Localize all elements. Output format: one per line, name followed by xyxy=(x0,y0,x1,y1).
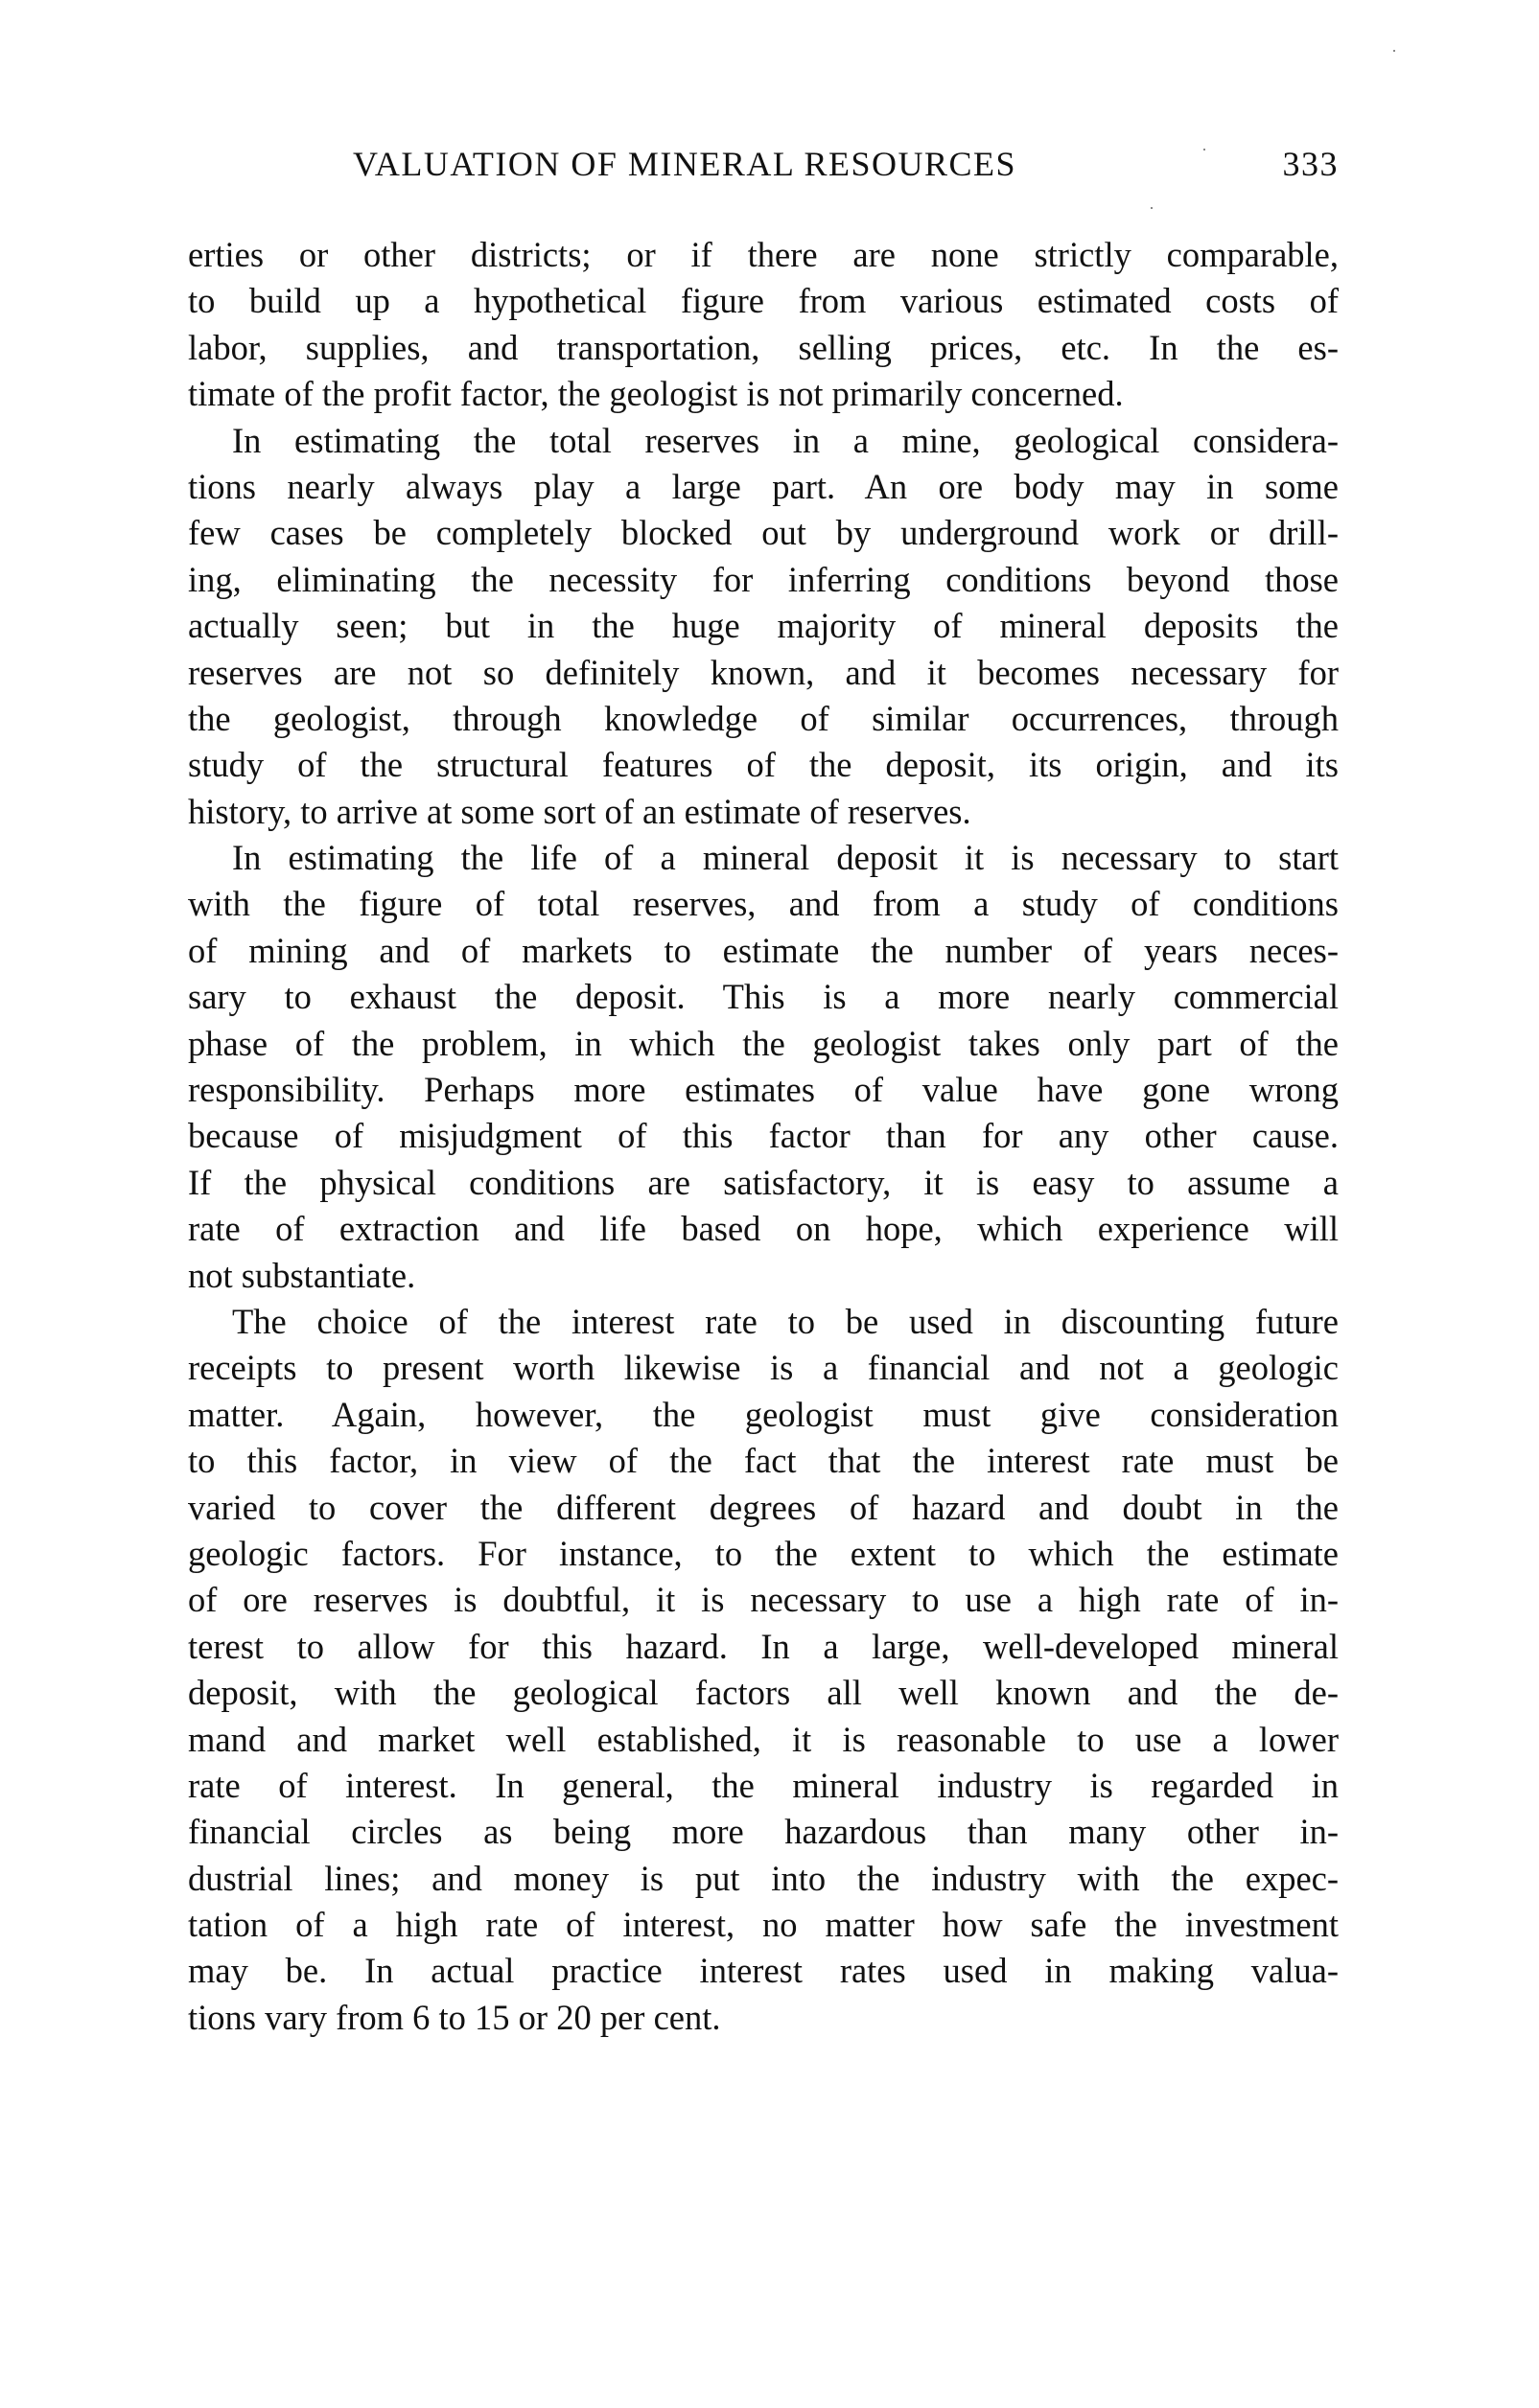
text-line: geologic factors. For instance, to the extent to which the estimate xyxy=(188,1533,1339,1573)
text-line: erties or other districts; or if there are none strictly comparable, xyxy=(188,235,1339,274)
text-line: ing, eliminating the necessity for inferring conditions beyond those xyxy=(188,559,1339,599)
text-line: labor, supplies, and transportation, selling prices, etc. In the es- xyxy=(188,327,1339,367)
text-line: In estimating the life of a mineral deposit it is necessary to start xyxy=(232,838,1339,878)
text-line: few cases be completely blocked out by underground work or drill- xyxy=(188,513,1339,553)
text-line: because of misjudgment of this factor than for any other cause. xyxy=(188,1116,1339,1156)
text-line: timate of the profit factor, the geologist is not primarily concerned. xyxy=(188,374,1124,414)
text-line: varied to cover the different degrees of hazard and doubt in the xyxy=(188,1487,1339,1527)
page-number: 333 xyxy=(1282,145,1339,183)
text-line: tation of a high rate of interest, no matter how safe the investment xyxy=(188,1905,1339,1945)
scan-speck xyxy=(1203,149,1205,150)
text-line: actually seen; but in the huge majority of mineral deposits the xyxy=(188,606,1339,646)
text-line: to this factor, in view of the fact that the interest rate must be xyxy=(188,1441,1339,1481)
text-line: In estimating the total reserves in a mine, geological considera- xyxy=(232,420,1339,460)
text-line: phase of the problem, in which the geologist takes only part of the xyxy=(188,1023,1339,1063)
text-line: If the physical conditions are satisfactory, it is easy to assume a xyxy=(188,1162,1339,1202)
paragraph xyxy=(188,418,1339,836)
text-line: rate of interest. In general, the mineral industry is regarded in xyxy=(188,1765,1339,1805)
text-line: receipts to present worth likewise is a financial and not a geologic xyxy=(188,1348,1339,1388)
text-line: of ore reserves is doubtful, it is necessary to use a high rate of in- xyxy=(188,1580,1339,1620)
running-head xyxy=(188,144,1339,192)
text-line: mand and market well established, it is reasonable to use a lower xyxy=(188,1719,1339,1759)
text-line: financial circles as being more hazardous than many other in- xyxy=(188,1812,1339,1852)
text-line: the geologist, through knowledge of similar occurrences, through xyxy=(188,698,1339,738)
text-line: to build up a hypothetical figure from various estimated costs of xyxy=(188,281,1339,321)
text-line: matter. Again, however, the geologist must give consideration xyxy=(188,1394,1339,1434)
text-line: history, to arrive at some sort of an estimate of reserves. xyxy=(188,791,971,831)
text-line: tions vary from 6 to 15 or 20 per cent. xyxy=(188,1997,721,2037)
text-line: study of the structural features of the deposit, its origin, and its xyxy=(188,745,1339,785)
body-text xyxy=(188,232,1339,2041)
text-line: responsibility. Perhaps more estimates of value have gone wrong xyxy=(188,1070,1339,1110)
text-line: sary to exhaust the deposit. This is a more nearly commercial xyxy=(188,977,1339,1017)
text-line: not substantiate. xyxy=(188,1255,416,1295)
text-line: tions nearly always play a large part. An ore body may in some xyxy=(188,466,1339,506)
text-line: dustrial lines; and money is put into the industry with the expec- xyxy=(188,1858,1339,1898)
text-line: with the figure of total reserves, and from a study of conditions xyxy=(188,884,1339,924)
text-line: The choice of the interest rate to be used in discounting future xyxy=(232,1301,1339,1341)
scan-speck xyxy=(1151,207,1153,209)
text-line: reserves are not so definitely known, and it becomes necessary for xyxy=(188,652,1339,692)
paragraph xyxy=(188,835,1339,1299)
paragraph xyxy=(188,232,1339,418)
text-line: of mining and of markets to estimate the number of years neces- xyxy=(188,930,1339,970)
scan-speck xyxy=(1393,50,1395,52)
text-line: rate of extraction and life based on hope, which experience will xyxy=(188,1209,1339,1249)
paragraph xyxy=(188,1299,1339,2041)
text-line: terest to allow for this hazard. In a large, well-developed mineral xyxy=(188,1626,1339,1666)
text-line: may be. In actual practice interest rates used in making valua- xyxy=(188,1951,1339,1991)
running-head-title: VALUATION OF MINERAL RESOURCES xyxy=(353,145,1017,183)
text-line: deposit, with the geological factors all well known and the de- xyxy=(188,1673,1339,1713)
